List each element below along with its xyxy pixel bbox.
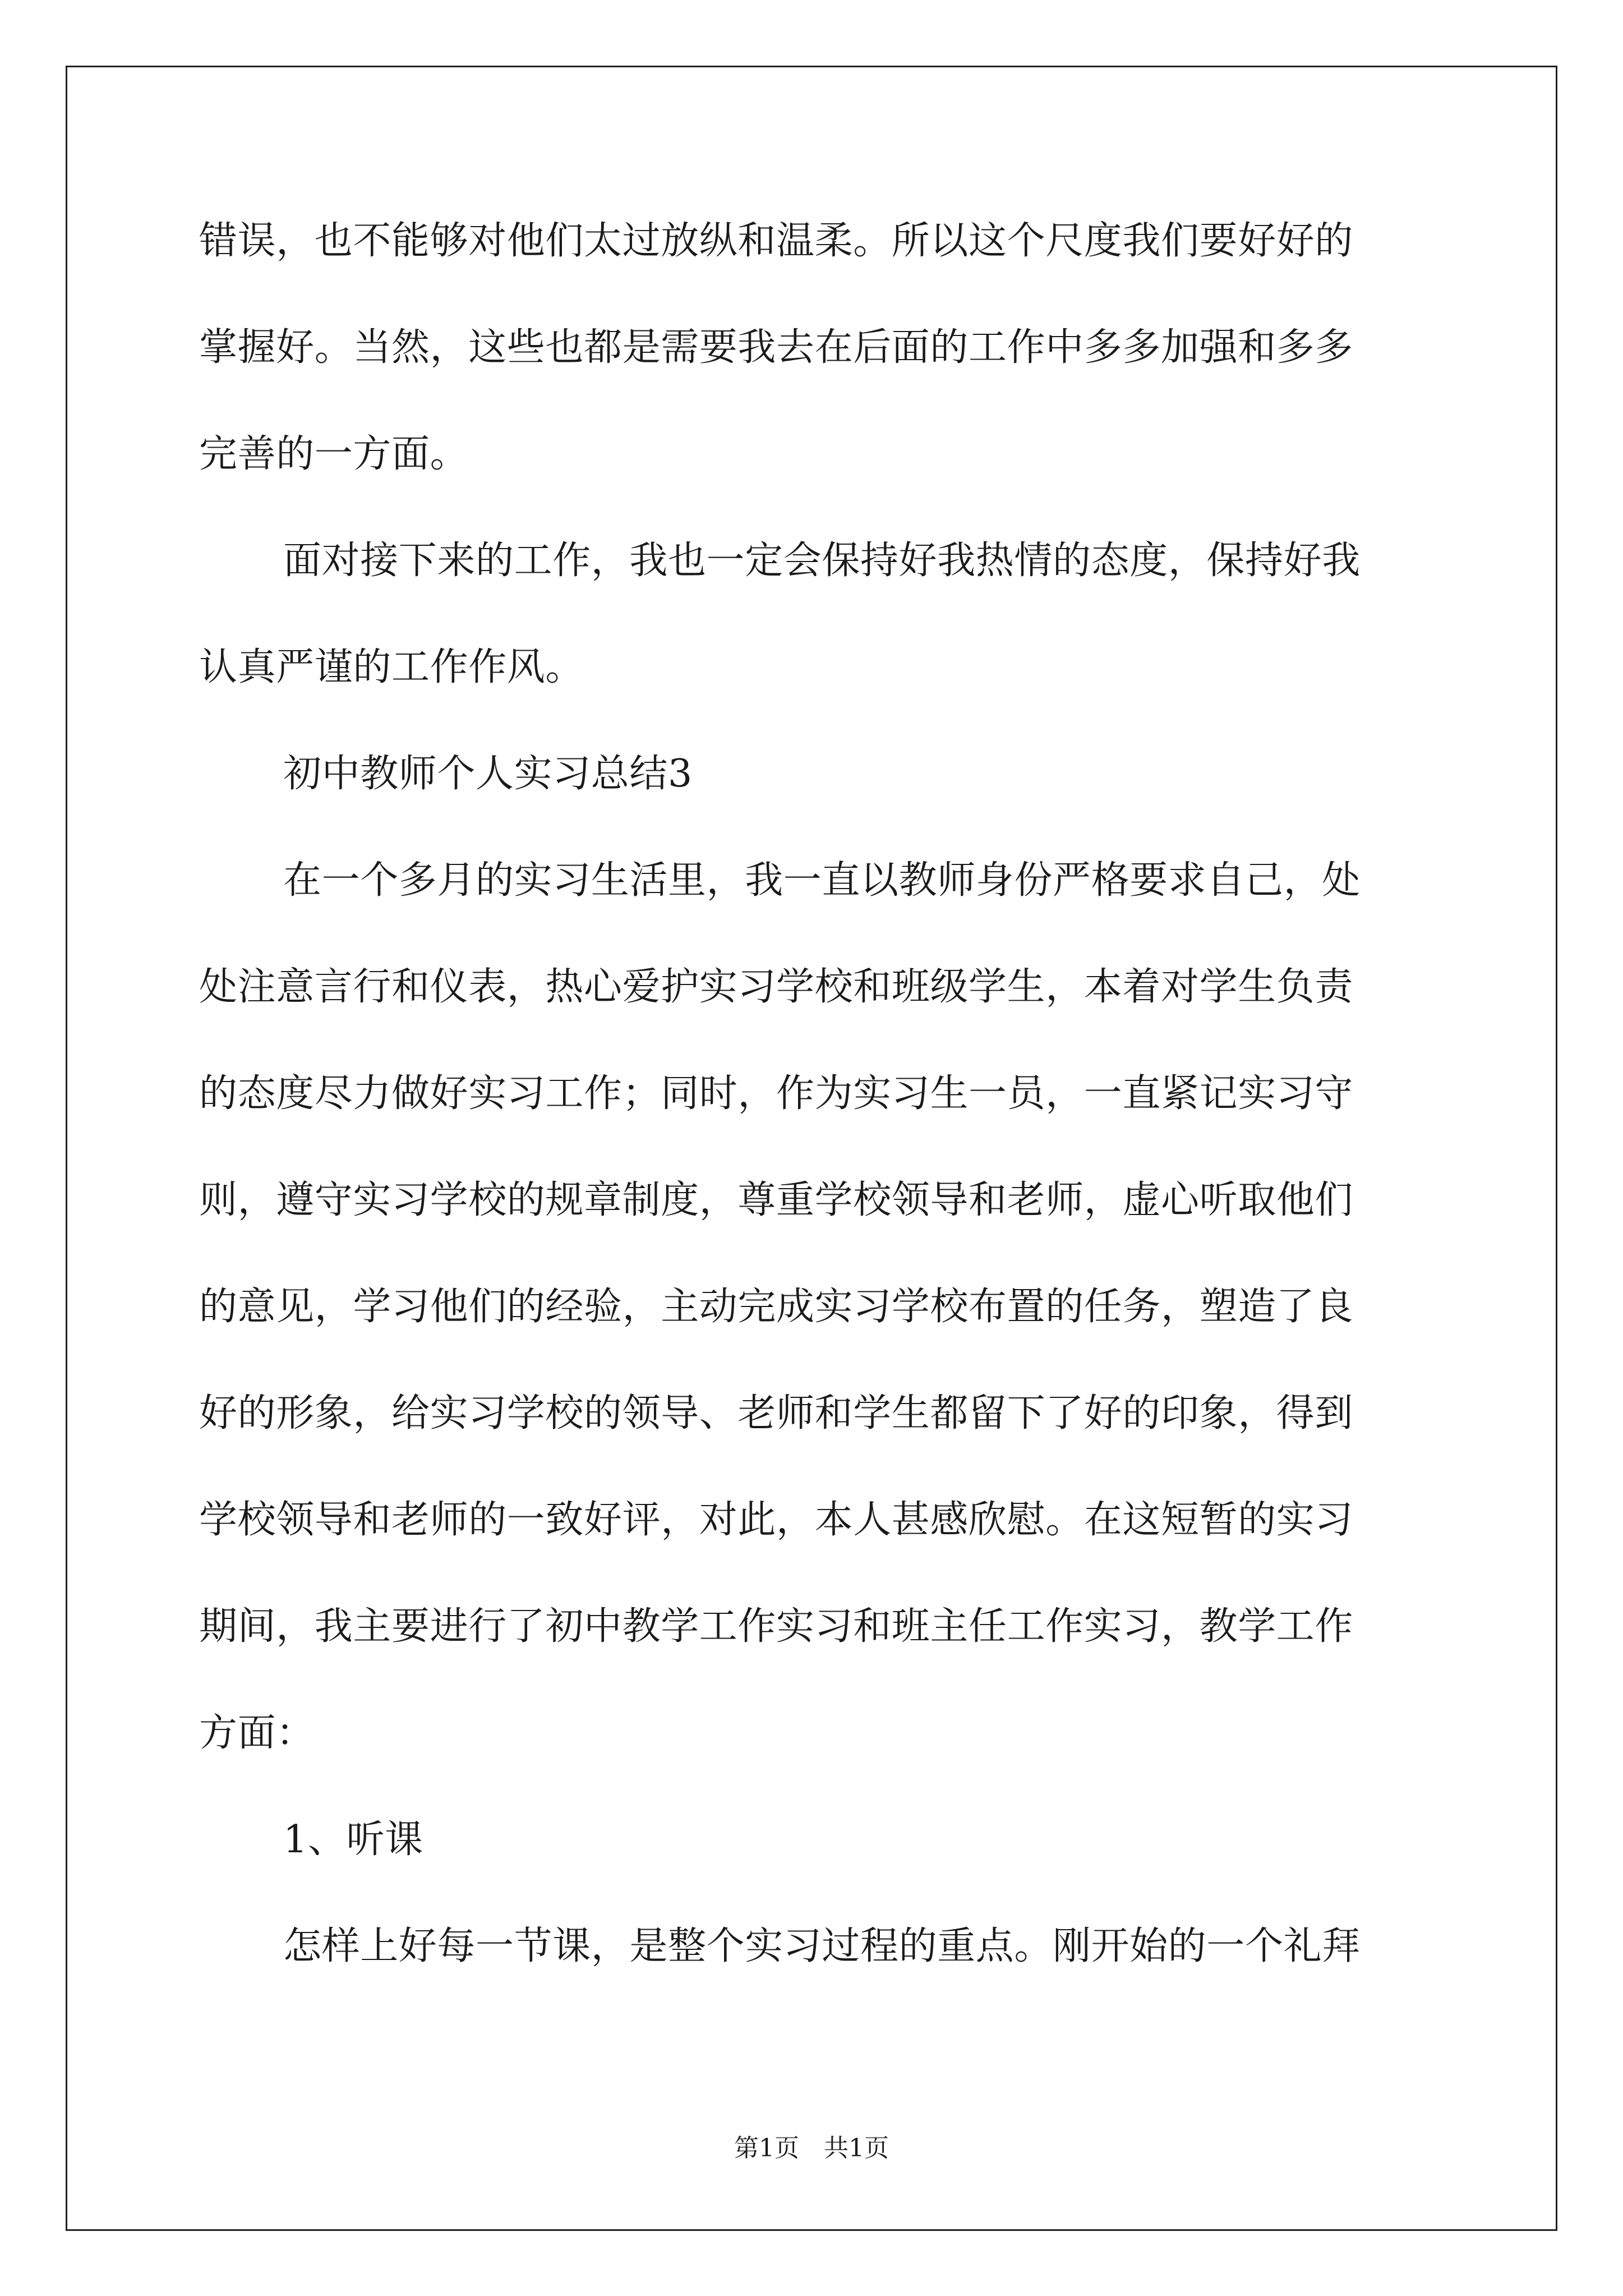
text-line: 的态度尽力做好实习工作；同时，作为实习生一员，一直紧记实习守	[199, 1071, 1354, 1116]
list-item-heading: 1、听课	[283, 1818, 423, 1862]
page-border	[66, 66, 1557, 2231]
text-line: 怎样上好每一节课，是整个实习过程的重点。刚开始的一个礼拜	[283, 1924, 1361, 1968]
page-number-footer: 第1页 共1页	[734, 2134, 889, 2162]
text-line: 的意见，学习他们的经验，主动完成实习学校布置的任务，塑造了良	[199, 1285, 1354, 1329]
section-heading: 初中教师个人实习总结3	[283, 752, 693, 796]
text-line: 则，遵守实习学校的规章制度，尊重学校领导和老师，虚心听取他们	[199, 1178, 1354, 1222]
text-line: 处注意言行和仪表，热心爱护实习学校和班级学生，本着对学生负责	[199, 965, 1354, 1009]
text-line: 完善的一方面。	[199, 432, 469, 476]
text-line: 学校领导和老师的一致好评，对此，本人甚感欣慰。在这短暂的实习	[199, 1498, 1354, 1542]
text-line: 期间，我主要进行了初中教学工作实习和班主任工作实习，教学工作	[199, 1604, 1354, 1649]
text-line: 在一个多月的实习生活里，我一直以教师身份严格要求自己，处	[283, 858, 1361, 903]
text-line: 错误，也不能够对他们太过放纵和温柔。所以这个尺度我们要好好的	[199, 219, 1354, 263]
text-line: 认真严谨的工作作风。	[199, 645, 584, 689]
text-line: 好的形象，给实习学校的领导、老师和学生都留下了好的印象，得到	[199, 1391, 1354, 1435]
text-line: 掌握好。当然，这些也都是需要我去在后面的工作中多多加强和多多	[199, 325, 1354, 370]
text-line: 方面：	[199, 1711, 315, 1755]
text-line: 面对接下来的工作，我也一定会保持好我热情的态度，保持好我	[283, 539, 1361, 583]
